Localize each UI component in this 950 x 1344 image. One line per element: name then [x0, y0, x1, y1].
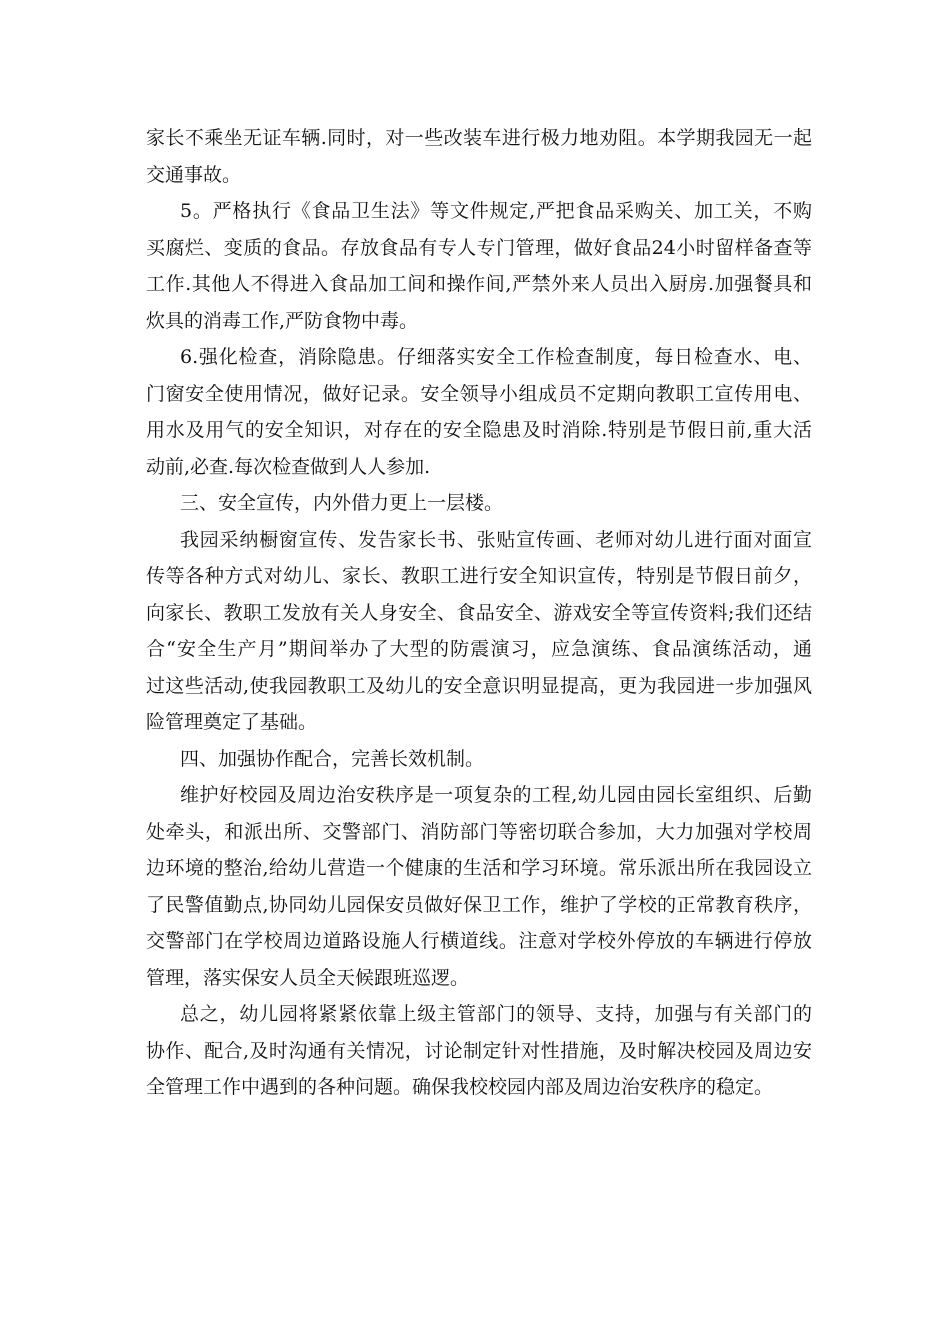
text-line: 处牵头，和派出所、交警部门、消防部门等密切联合参加，大力加强对学校周 — [146, 820, 812, 843]
text-line: 过这些活动,使我园教职工及幼儿的安全意识明显提高，更为我园进一步加强风 — [146, 674, 812, 697]
text-line: 门窗安全使用情况，做好记录。安全领导小组成员不定期向教职工宣传用电、 — [146, 382, 812, 405]
text-line: 管理，落实保安人员全天候跟班巡逻。 — [146, 966, 470, 989]
section-heading-4: 四、加强协作配合，完善长效机制。 — [180, 747, 485, 770]
text-line: 边环境的整治,给幼儿营造一个健康的生活和学习环境。常乐派出所在我园设立 — [146, 857, 812, 879]
text-line: 交警部门在学校周边道路设施人行横道线。注意对学校外停放的车辆进行停放 — [146, 930, 812, 952]
text-line: 工作.其他人不得进入食品加工间和操作间,严禁外来人员出入厨房.加强餐具和 — [146, 273, 812, 295]
paragraph-start: 我园采纳橱窗宣传、发告家长书、张贴宣传画、老师对幼儿进行面对面宣 — [180, 528, 812, 551]
text-line: 交通事故。 — [146, 163, 242, 186]
text-line: 动前,必查.每次检查做到人人参加. — [146, 455, 431, 478]
text-line: 协作、配合,及时沟通有关情况，讨论制定针对性措施，及时解决校园及周边安 — [146, 1039, 812, 1062]
section-heading-3: 三、安全宣传，内外借力更上一层楼。 — [180, 492, 504, 514]
text-line: 买腐烂、变质的食品。存放食品有专人专门管理，做好食品24小时留样备查等 — [146, 236, 812, 259]
text-line: 传等各种方式对幼儿、家长、教职工进行安全知识宣传，特别是节假日前夕， — [146, 565, 812, 587]
paragraph-5-start: 5。严格执行《食品卫生法》等文件规定,严把食品采购关、加工关，不购 — [180, 200, 812, 222]
paragraph-start: 维护好校园及周边治安秩序是一项复杂的工程,幼儿园由园长室组织、后勤 — [180, 784, 812, 806]
text-line: 合“安全生产月”期间举办了大型的防震演习，应急演练、食品演练活动，通 — [146, 638, 812, 660]
text-line: 险管理奠定了基础。 — [146, 711, 318, 733]
paragraph-6-start: 6.强化检查，消除隐患。仔细落实安全工作检查制度，每日检查水、电、 — [180, 346, 812, 368]
text-line: 家长不乘坐无证车辆.同时，对一些改装车进行极力地劝阻。本学期我园无一起 — [146, 127, 812, 149]
text-line: 向家长、教职工发放有关人身安全、食品安全、游戏安全等宣传资料;我们还结 — [146, 601, 812, 624]
conclusion-start: 总之，幼儿园将紧紧依靠上级主管部门的领导、支持，加强与有关部门的 — [180, 1003, 812, 1025]
document-body — [146, 120, 812, 1106]
text-line: 用水及用气的安全知识，对存在的安全隐患及时消除.特别是节假日前,重大活 — [146, 419, 812, 441]
text-line: 全管理工作中遇到的各种问题。确保我校校园内部及周边治安秩序的稳定。 — [146, 1076, 774, 1098]
text-line: 了民警值勤点,协同幼儿园保安员做好保卫工作，维护了学校的正常教育秩序， — [146, 893, 812, 916]
text-line: 炊具的消毒工作,严防食物中毒。 — [146, 309, 419, 332]
